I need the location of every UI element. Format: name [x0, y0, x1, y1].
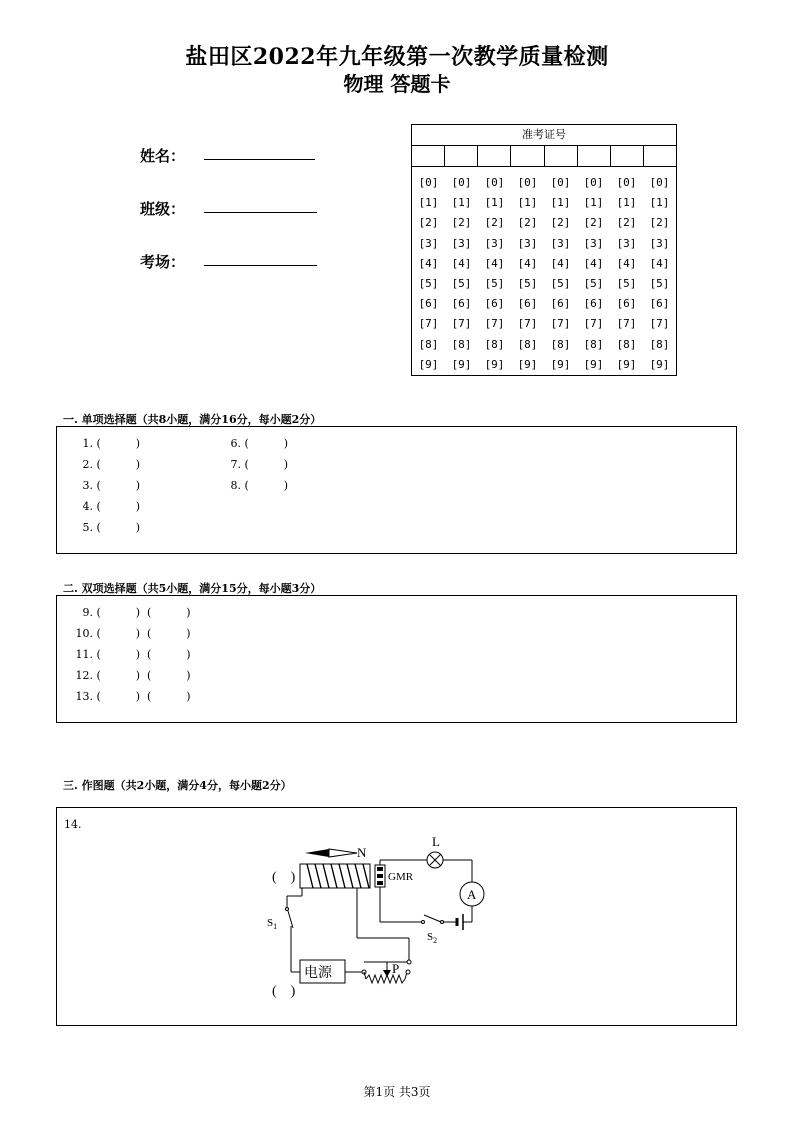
exam-id-write-cells: [412, 146, 676, 167]
exam-id-row: [412, 314, 676, 334]
exam-id-cell[interactable]: [545, 146, 578, 166]
exam-id-bubble[interactable]: [8]: [418, 337, 439, 351]
label-n: N: [357, 845, 367, 860]
exam-id-bubble[interactable]: [7]: [616, 317, 637, 331]
exam-id-bubble[interactable]: [9]: [616, 357, 637, 371]
exam-id-bubble[interactable]: [6]: [550, 297, 571, 311]
exam-id-bubble[interactable]: [2]: [583, 216, 604, 230]
exam-id-bubble[interactable]: [6]: [484, 297, 505, 311]
exam-id-bubble[interactable]: [3]: [451, 236, 472, 250]
exam-id-bubble[interactable]: [3]: [616, 236, 637, 250]
document-subtitle: 物理 答题卡: [343, 72, 451, 96]
exam-id-bubble[interactable]: [8]: [451, 337, 472, 351]
exam-id-bubble[interactable]: [6]: [451, 297, 472, 311]
question-3[interactable]: 3. ( ): [82, 479, 141, 492]
gmr-sensor-icon: [375, 865, 385, 887]
exam-id-row: [412, 335, 676, 355]
exam-id-bubble[interactable]: [1]: [550, 196, 571, 210]
exam-id-bubble[interactable]: [0]: [583, 176, 604, 189]
exam-id-cell[interactable]: [578, 146, 611, 166]
bracket-top[interactable]: ( ): [272, 870, 296, 885]
exam-id-bubble[interactable]: [5]: [649, 276, 670, 290]
exam-id-bubble[interactable]: [0]: [418, 176, 439, 189]
question-8[interactable]: 8. ( ): [230, 479, 289, 492]
question-11[interactable]: 11. ( ) ( ): [75, 648, 191, 661]
exam-id-bubble[interactable]: [0]: [649, 176, 670, 189]
exam-id-bubble[interactable]: [1]: [649, 196, 670, 210]
exam-id-bubble[interactable]: [1]: [583, 196, 604, 210]
exam-id-bubble[interactable]: [5]: [517, 276, 538, 290]
exam-id-bubble[interactable]: [8]: [649, 337, 670, 351]
exam-id-bubble[interactable]: [2]: [616, 216, 637, 230]
question-2[interactable]: 2. ( ): [82, 458, 141, 471]
exam-id-bubble[interactable]: [7]: [517, 317, 538, 331]
exam-id-bubble[interactable]: [4]: [517, 256, 538, 270]
document-title: 盐田区2022年九年级第一次教学质量检测: [185, 44, 609, 70]
exam-id-bubble[interactable]: [4]: [550, 256, 571, 270]
exam-id-bubble[interactable]: [4]: [649, 256, 670, 270]
exam-id-bubble[interactable]: [1]: [616, 196, 637, 210]
exam-id-bubble[interactable]: [0]: [451, 176, 472, 189]
exam-id-bubble[interactable]: [7]: [418, 317, 439, 331]
exam-id-bubble[interactable]: [9]: [484, 357, 505, 371]
solenoid-icon: [300, 864, 370, 888]
question-6[interactable]: 6. ( ): [230, 437, 289, 450]
exam-id-bubble[interactable]: [8]: [484, 337, 505, 351]
label-gmr: GMR: [388, 871, 414, 883]
exam-id-bubble[interactable]: [9]: [517, 357, 538, 371]
name-field[interactable]: [204, 159, 315, 160]
exam-id-bubble[interactable]: [0]: [550, 176, 571, 189]
label-l: L: [432, 834, 440, 849]
exam-id-bubble[interactable]: [7]: [583, 317, 604, 331]
exam-id-bubble[interactable]: [5]: [484, 276, 505, 290]
class-field[interactable]: [204, 212, 317, 213]
exam-id-bubble[interactable]: [1]: [451, 196, 472, 210]
section1-title: 一. 单项选择题（共8小题，满分16分，每小题2分）: [63, 413, 322, 426]
exam-id-bubble[interactable]: [9]: [550, 357, 571, 371]
exam-id-bubble[interactable]: [4]: [418, 256, 439, 270]
section3-answer-box: [56, 807, 737, 1026]
exam-id-bubble[interactable]: [1]: [484, 196, 505, 210]
battery-icon: [457, 914, 463, 930]
exam-id-bubble[interactable]: [0]: [484, 176, 505, 189]
exam-id-bubble-grid: [412, 173, 676, 375]
question-9[interactable]: 9. ( ) ( ): [82, 606, 191, 619]
question-14-label: 14.: [64, 818, 82, 831]
question-12[interactable]: 12. ( ) ( ): [75, 669, 191, 682]
exam-id-row: [412, 274, 676, 294]
exam-id-bubble[interactable]: [4]: [583, 256, 604, 270]
label-p: P: [392, 961, 400, 976]
question-1[interactable]: 1. ( ): [82, 437, 141, 450]
exam-id-bubble[interactable]: [5]: [451, 276, 472, 290]
exam-id-bubble[interactable]: [7]: [484, 317, 505, 331]
exam-id-bubble[interactable]: [2]: [418, 216, 439, 230]
circuit-diagram[interactable]: [57, 808, 738, 1027]
exam-id-cell[interactable]: [412, 146, 445, 166]
question-10[interactable]: 10. ( ) ( ): [75, 627, 191, 640]
exam-id-row: [412, 254, 676, 274]
exam-id-bubble[interactable]: [8]: [616, 337, 637, 351]
exam-id-bubble[interactable]: [3]: [484, 236, 505, 250]
exam-id-cell[interactable]: [611, 146, 644, 166]
switch-s2-icon[interactable]: [422, 915, 444, 924]
lamp-icon: [427, 852, 443, 868]
exam-id-title: 准考证号: [412, 125, 676, 146]
exam-id-row: [412, 234, 676, 254]
exam-id-bubble[interactable]: [0]: [517, 176, 538, 189]
exam-id-bubble[interactable]: [3]: [649, 236, 670, 250]
exam-id-bubble[interactable]: [6]: [616, 297, 637, 311]
section2-answer-box: [56, 595, 737, 723]
exam-id-bubble[interactable]: [1]: [418, 196, 439, 210]
exam-id-bubble[interactable]: [2]: [451, 216, 472, 230]
exam-id-cell[interactable]: [445, 146, 478, 166]
question-5[interactable]: 5. ( ): [82, 521, 141, 534]
exam-id-bubble[interactable]: [8]: [583, 337, 604, 351]
question-7[interactable]: 7. ( ): [230, 458, 289, 471]
exam-id-bubble[interactable]: [5]: [418, 276, 439, 290]
question-13[interactable]: 13. ( ) ( ): [75, 690, 191, 703]
question-4[interactable]: 4. ( ): [82, 500, 141, 513]
exam-id-row: [412, 355, 676, 375]
bracket-bottom[interactable]: ( ): [272, 984, 296, 999]
room-label: 考场：: [140, 253, 186, 271]
compass-needle-icon: [305, 849, 357, 857]
class-label: 班级：: [140, 200, 186, 218]
label-a: A: [467, 887, 477, 902]
exam-id-bubble[interactable]: [6]: [418, 297, 439, 311]
exam-id-bubble[interactable]: [8]: [517, 337, 538, 351]
room-field[interactable]: [204, 265, 317, 266]
label-s1: $S_1$: [267, 917, 278, 931]
exam-id-cell[interactable]: [644, 146, 676, 166]
exam-id-bubble[interactable]: [6]: [649, 297, 670, 311]
exam-id-bubble[interactable]: [9]: [583, 357, 604, 371]
exam-id-bubble[interactable]: [8]: [550, 337, 571, 351]
exam-id-bubble[interactable]: [2]: [649, 216, 670, 230]
exam-id-bubble[interactable]: [1]: [517, 196, 538, 210]
switch-s1-icon[interactable]: [286, 908, 294, 929]
exam-id-bubble[interactable]: [4]: [451, 256, 472, 270]
exam-id-bubble[interactable]: [6]: [583, 297, 604, 311]
exam-id-bubble[interactable]: [5]: [583, 276, 604, 290]
exam-id-box: [411, 124, 677, 376]
exam-id-bubble[interactable]: [5]: [616, 276, 637, 290]
section2-title: 二. 双项选择题（共5小题，满分15分，每小题3分）: [63, 582, 322, 595]
label-power: 电源: [304, 966, 332, 981]
page-footer: 第1页 共3页: [363, 1085, 431, 1099]
section3-title: 三. 作图题（共2小题，满分4分，每小题2分）: [63, 779, 292, 792]
exam-id-bubble[interactable]: [7]: [649, 317, 670, 331]
exam-id-bubble[interactable]: [9]: [418, 357, 439, 371]
section1-answer-box: [56, 426, 737, 554]
name-label: 姓名：: [140, 147, 186, 165]
exam-id-bubble[interactable]: [5]: [550, 276, 571, 290]
exam-id-bubble[interactable]: [3]: [583, 236, 604, 250]
exam-id-bubble[interactable]: [2]: [484, 216, 505, 230]
label-s2: $S_2$: [427, 931, 438, 945]
exam-id-bubble[interactable]: [2]: [517, 216, 538, 230]
exam-id-bubble[interactable]: [3]: [418, 236, 439, 250]
exam-id-bubble[interactable]: [4]: [616, 256, 637, 270]
rheostat-icon[interactable]: [362, 962, 410, 983]
exam-id-bubble[interactable]: [3]: [517, 236, 538, 250]
exam-id-row: [412, 173, 676, 193]
exam-id-bubble[interactable]: [6]: [517, 297, 538, 311]
exam-id-bubble[interactable]: [3]: [550, 236, 571, 250]
exam-id-row: [412, 193, 676, 213]
exam-id-row: [412, 294, 676, 314]
exam-id-bubble[interactable]: [2]: [550, 216, 571, 230]
exam-id-cell[interactable]: [478, 146, 511, 166]
exam-id-row: [412, 213, 676, 233]
exam-id-bubble[interactable]: [0]: [616, 176, 637, 189]
exam-id-bubble[interactable]: [7]: [451, 317, 472, 331]
exam-id-bubble[interactable]: [9]: [649, 357, 670, 371]
exam-id-cell[interactable]: [511, 146, 544, 166]
exam-id-bubble[interactable]: [4]: [484, 256, 505, 270]
exam-id-bubble[interactable]: [7]: [550, 317, 571, 331]
exam-id-bubble[interactable]: [9]: [451, 357, 472, 371]
